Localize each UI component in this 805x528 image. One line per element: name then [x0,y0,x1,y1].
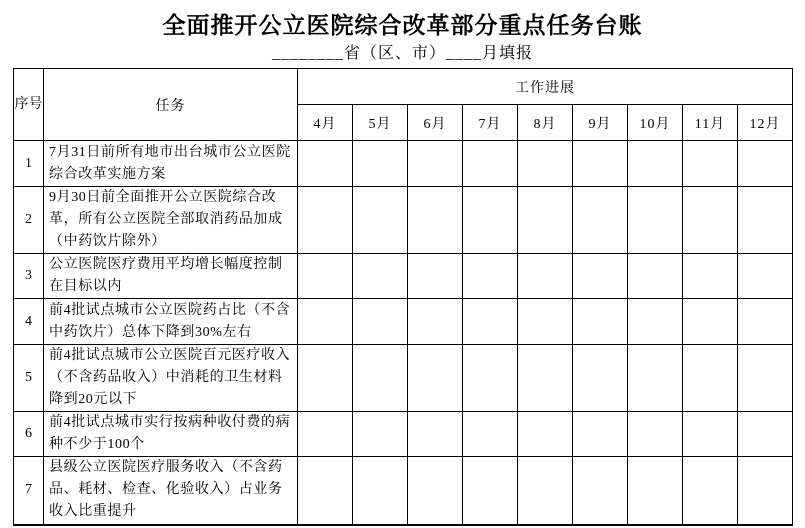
progress-cell [298,345,353,412]
header-month: 6月 [408,105,463,141]
progress-cell [353,254,408,299]
progress-cell [408,187,463,254]
progress-cell [628,141,683,187]
progress-cell [518,187,573,254]
progress-cell [353,141,408,187]
progress-cell [463,254,518,299]
progress-cell [628,457,683,525]
progress-cell [573,457,628,525]
task-text: 前4批试点城市公立医院百元医疗收入（不含药品收入）中消耗的卫生材料降到20元以下 [44,345,298,412]
progress-cell [683,187,738,254]
header-month: 4月 [298,105,353,141]
table-row [14,299,793,345]
progress-cell [573,299,628,345]
progress-cell [573,254,628,299]
table-row [14,457,793,525]
progress-cell [683,299,738,345]
progress-cell [628,254,683,299]
progress-cell [738,141,793,187]
header-work-progress: 工作进展 [298,69,793,105]
header-task: 任务 [44,69,298,141]
row-number: 5 [14,345,44,412]
table-row [14,412,793,457]
progress-cell [518,412,573,457]
progress-cell [573,141,628,187]
progress-cell [628,299,683,345]
progress-cell [738,345,793,412]
progress-cell [298,187,353,254]
progress-cell [298,254,353,299]
row-number: 3 [14,254,44,299]
progress-cell [463,457,518,525]
table-row [14,141,793,187]
header-month: 11月 [683,105,738,141]
progress-cell [463,141,518,187]
progress-cell [683,457,738,525]
progress-cell [738,299,793,345]
header-month: 12月 [738,105,793,141]
progress-cell [353,457,408,525]
progress-cell [628,187,683,254]
progress-cell [683,412,738,457]
progress-cell [628,345,683,412]
progress-cell [738,457,793,525]
progress-cell [738,412,793,457]
header-month: 9月 [573,105,628,141]
task-text: 前4批试点城市公立医院药占比（不含中药饮片）总体下降到30%左右 [44,299,298,345]
progress-cell [683,345,738,412]
progress-cell [683,141,738,187]
progress-cell [573,412,628,457]
progress-cell [518,141,573,187]
progress-cell [628,412,683,457]
progress-cell [683,254,738,299]
task-text: 7月31日前所有地市出台城市公立医院综合改革实施方案 [44,141,298,187]
row-number: 2 [14,187,44,254]
header-month: 10月 [628,105,683,141]
progress-cell [353,299,408,345]
progress-cell [463,345,518,412]
progress-cell [298,457,353,525]
header-month: 5月 [353,105,408,141]
progress-cell [573,345,628,412]
task-text: 公立医院医疗费用平均增长幅度控制在目标以内 [44,254,298,299]
progress-cell [408,412,463,457]
progress-cell [408,254,463,299]
table-row [14,254,793,299]
progress-cell [463,187,518,254]
header-month: 8月 [518,105,573,141]
table-row [14,345,793,412]
progress-cell [353,412,408,457]
row-number: 4 [14,299,44,345]
row-number: 1 [14,141,44,187]
row-number: 6 [14,412,44,457]
progress-cell [573,187,628,254]
progress-cell [518,299,573,345]
row-number: 7 [14,457,44,525]
progress-cell [408,141,463,187]
progress-cell [298,412,353,457]
task-text: 9月30日前全面推开公立医院综合改革，所有公立医院全部取消药品加成（中药饮片除外） [44,187,298,254]
progress-cell [408,345,463,412]
progress-cell [738,187,793,254]
task-table-body [14,141,793,525]
progress-cell [408,299,463,345]
progress-cell [738,254,793,299]
header-serial-number: 序号 [14,69,44,141]
table-row [14,187,793,254]
header-month: 7月 [463,105,518,141]
progress-cell [353,345,408,412]
task-table [13,68,793,526]
progress-cell [463,412,518,457]
task-text: 前4批试点城市实行按病种收付费的病种不少于100个 [44,412,298,457]
progress-cell [518,345,573,412]
progress-cell [463,299,518,345]
document-subtitle: ________省（区、市）____月填报 [271,45,533,62]
progress-cell [408,457,463,525]
progress-cell [298,299,353,345]
progress-cell [353,187,408,254]
task-text: 县级公立医院医疗服务收入（不含药品、耗材、检查、化验收入）占业务收入比重提升 [44,457,298,525]
header-row-top [14,69,793,105]
progress-cell [298,141,353,187]
progress-cell [518,254,573,299]
document-title: 全面推开公立医院综合改革部分重点任务台账 [162,13,643,38]
progress-cell [518,457,573,525]
